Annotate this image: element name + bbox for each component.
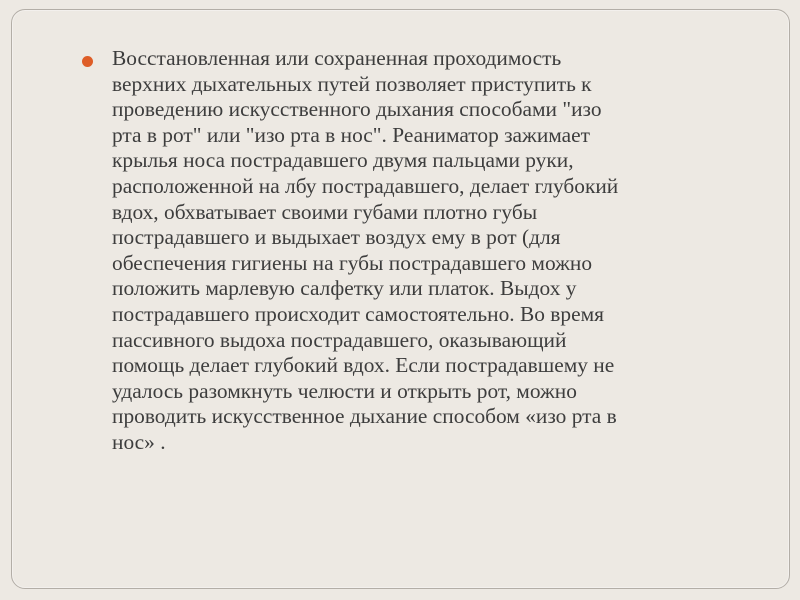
text-line: нос» . <box>112 429 166 454</box>
text-line: проводить искусственное дыхание способом «изо рта в <box>112 404 617 429</box>
bullet-dot-icon <box>82 56 93 67</box>
text-line: верхних дыхательных путей позволяет приступить к <box>112 71 592 96</box>
text-line: помощь делает глубокий вдох. Если пострадавшему не <box>112 353 615 378</box>
text-line: пострадавшего происходит самостоятельно. Во время <box>112 301 604 326</box>
text-line: рта в рот" или "изо рта в нос". Реаниматор зажимает <box>112 122 591 147</box>
text-line: обеспечения гигиены на губы пострадавшего можно <box>112 250 593 275</box>
text-line: крылья носа пострадавшего двумя пальцами руки, <box>112 148 574 173</box>
text-line: удалось разомкнуть челюсти и открыть рот, можно <box>112 378 577 403</box>
bullet-text <box>112 46 752 456</box>
text-line: пострадавшего и выдыхает воздух ему в рот (для <box>112 225 561 250</box>
text-line: пассивного выдоха пострадавшего, оказывающий <box>112 327 567 352</box>
text-line: расположенной на лбу пострадавшего, делает глубокий <box>112 173 619 198</box>
bullet-item <box>82 46 752 456</box>
text-line: положить марлевую салфетку или платок. Выдох у <box>112 276 577 301</box>
slide-content <box>82 46 752 456</box>
text-line: вдох, обхватывает своими губами плотно губы <box>112 199 538 224</box>
text-line: Восстановленная или сохраненная проходимость <box>112 46 562 70</box>
text-line: проведению искусственного дыхания способами "изо <box>112 97 602 122</box>
